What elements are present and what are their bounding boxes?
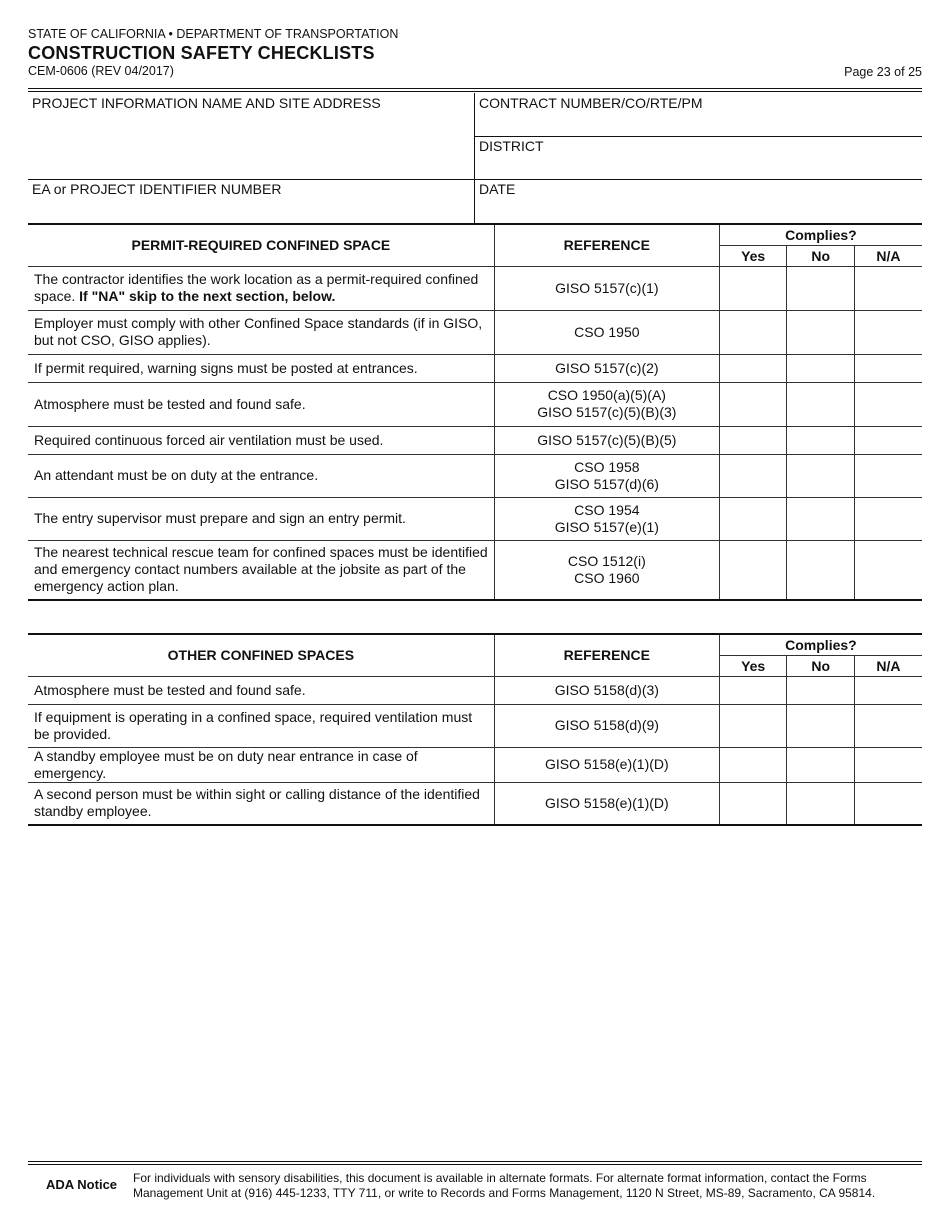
requirement-text: A second person must be within sight or calling distance of the identified standby employee. bbox=[28, 782, 494, 825]
yes-checkbox[interactable] bbox=[719, 704, 787, 747]
yes-checkbox[interactable] bbox=[719, 266, 787, 310]
ada-notice-label: ADA Notice bbox=[46, 1177, 118, 1192]
no-checkbox[interactable] bbox=[787, 310, 855, 354]
no-checkbox[interactable] bbox=[787, 497, 855, 540]
project-info-field[interactable] bbox=[28, 93, 474, 179]
no-checkbox[interactable] bbox=[787, 354, 855, 382]
na-checkbox[interactable] bbox=[854, 704, 922, 747]
table2-reference-header: REFERENCE bbox=[494, 634, 719, 676]
no-checkbox[interactable] bbox=[787, 540, 855, 600]
reference-cell: CSO 1954 GISO 5157(e)(1) bbox=[494, 497, 719, 540]
requirement-text: Atmosphere must be tested and found safe. bbox=[28, 382, 494, 426]
page-title: CONSTRUCTION SAFETY CHECKLISTS bbox=[28, 43, 375, 63]
yes-checkbox[interactable] bbox=[719, 354, 787, 382]
project-info-block bbox=[28, 93, 922, 223]
table2-no-header: No bbox=[787, 655, 855, 676]
no-checkbox[interactable] bbox=[787, 676, 855, 704]
table2-complies-header: Complies? bbox=[719, 634, 922, 655]
na-checkbox[interactable] bbox=[854, 354, 922, 382]
na-checkbox[interactable] bbox=[854, 676, 922, 704]
no-checkbox[interactable] bbox=[787, 747, 855, 782]
requirement-text: The nearest technical rescue team for confined spaces must be identified and emergency contact numbers available at the jobsite as part of the emergency action plan. bbox=[28, 540, 494, 600]
requirement-text: The contractor identifies the work location as a permit-required confined space. If "NA" skip to the next section, below. bbox=[28, 266, 494, 310]
ea-identifier-label: EA or PROJECT IDENTIFIER NUMBER bbox=[32, 181, 282, 197]
requirement-text: Required continuous forced air ventilation must be used. bbox=[28, 426, 494, 454]
reference-cell: GISO 5157(c)(5)(B)(5) bbox=[494, 426, 719, 454]
requirement-text: An attendant must be on duty at the entrance. bbox=[28, 454, 494, 497]
table-row bbox=[28, 497, 922, 540]
date-label: DATE bbox=[479, 181, 516, 197]
no-checkbox[interactable] bbox=[787, 426, 855, 454]
na-checkbox[interactable] bbox=[854, 454, 922, 497]
table-row bbox=[28, 310, 922, 354]
requirement-text: Atmosphere must be tested and found safe. bbox=[28, 676, 494, 704]
table-row bbox=[28, 454, 922, 497]
contract-number-field[interactable] bbox=[475, 93, 922, 136]
header-divider bbox=[28, 88, 922, 92]
yes-checkbox[interactable] bbox=[719, 497, 787, 540]
yes-checkbox[interactable] bbox=[719, 782, 787, 825]
na-checkbox[interactable] bbox=[854, 382, 922, 426]
yes-checkbox[interactable] bbox=[719, 676, 787, 704]
table1-no-header: No bbox=[787, 245, 855, 266]
no-checkbox[interactable] bbox=[787, 382, 855, 426]
na-checkbox[interactable] bbox=[854, 310, 922, 354]
form-header bbox=[28, 27, 922, 79]
table-row bbox=[28, 782, 922, 825]
reference-cell: CSO 1958 GISO 5157(d)(6) bbox=[494, 454, 719, 497]
footer-divider bbox=[28, 1161, 922, 1165]
yes-checkbox[interactable] bbox=[719, 747, 787, 782]
skip-instruction: If "NA" skip to the next section, below. bbox=[79, 288, 336, 304]
table-row bbox=[28, 354, 922, 382]
table2-yes-header: Yes bbox=[719, 655, 787, 676]
district-field[interactable] bbox=[475, 136, 922, 179]
reference-cell: GISO 5158(d)(3) bbox=[494, 676, 719, 704]
na-checkbox[interactable] bbox=[854, 782, 922, 825]
table-row bbox=[28, 426, 922, 454]
requirement-text: The entry supervisor must prepare and sign an entry permit. bbox=[28, 497, 494, 540]
na-checkbox[interactable] bbox=[854, 266, 922, 310]
no-checkbox[interactable] bbox=[787, 266, 855, 310]
reference-cell: GISO 5158(e)(1)(D) bbox=[494, 747, 719, 782]
no-checkbox[interactable] bbox=[787, 704, 855, 747]
page-number: Page 23 of 25 bbox=[844, 65, 922, 79]
reference-cell: GISO 5158(d)(9) bbox=[494, 704, 719, 747]
district-label: DISTRICT bbox=[479, 138, 544, 154]
no-checkbox[interactable] bbox=[787, 454, 855, 497]
ea-identifier-field[interactable] bbox=[28, 179, 474, 223]
reference-cell: GISO 5158(e)(1)(D) bbox=[494, 782, 719, 825]
table-row bbox=[28, 266, 922, 310]
yes-checkbox[interactable] bbox=[719, 382, 787, 426]
form-number: CEM-0606 (REV 04/2017) bbox=[28, 64, 174, 78]
table-row bbox=[28, 704, 922, 747]
table1-heading: PERMIT-REQUIRED CONFINED SPACE bbox=[28, 224, 494, 266]
no-checkbox[interactable] bbox=[787, 782, 855, 825]
table-row bbox=[28, 747, 922, 782]
ada-notice-text: For individuals with sensory disabilities, this document is available in alternate formats. For alternate format information, contact the Forms Management Unit at (916) 445-1233, TTY 711, or write to Records and Forms Management, 1120 N Street, MS-89, Sacramento, CA 95814. bbox=[133, 1171, 876, 1200]
yes-checkbox[interactable] bbox=[719, 426, 787, 454]
yes-checkbox[interactable] bbox=[719, 540, 787, 600]
requirement-text: If permit required, warning signs must be posted at entrances. bbox=[28, 354, 494, 382]
yes-checkbox[interactable] bbox=[719, 454, 787, 497]
table2-heading: OTHER CONFINED SPACES bbox=[28, 634, 494, 676]
requirement-text: If equipment is operating in a confined space, required ventilation must be provided. bbox=[28, 704, 494, 747]
table1-complies-header: Complies? bbox=[719, 224, 922, 245]
reference-cell: GISO 5157(c)(2) bbox=[494, 354, 719, 382]
table1-reference-header: REFERENCE bbox=[494, 224, 719, 266]
na-checkbox[interactable] bbox=[854, 426, 922, 454]
table1-na-header: N/A bbox=[854, 245, 922, 266]
na-checkbox[interactable] bbox=[854, 540, 922, 600]
agency-name: STATE OF CALIFORNIA • DEPARTMENT OF TRANSPORTATION bbox=[28, 27, 399, 41]
requirement-text: A standby employee must be on duty near entrance in case of emergency. bbox=[28, 747, 494, 782]
yes-checkbox[interactable] bbox=[719, 310, 787, 354]
reference-cell: CSO 1950 bbox=[494, 310, 719, 354]
table-row bbox=[28, 382, 922, 426]
reference-cell: CSO 1512(i) CSO 1960 bbox=[494, 540, 719, 600]
date-field[interactable] bbox=[475, 179, 922, 223]
reference-cell: CSO 1950(a)(5)(A) GISO 5157(c)(5)(B)(3) bbox=[494, 382, 719, 426]
table1-yes-header: Yes bbox=[719, 245, 787, 266]
na-checkbox[interactable] bbox=[854, 497, 922, 540]
permit-required-table bbox=[28, 223, 922, 601]
na-checkbox[interactable] bbox=[854, 747, 922, 782]
requirement-text: Employer must comply with other Confined Space standards (if in GISO, but not CSO, GISO applies). bbox=[28, 310, 494, 354]
project-info-label: PROJECT INFORMATION NAME AND SITE ADDRESS bbox=[32, 95, 381, 111]
other-confined-spaces-table bbox=[28, 633, 922, 826]
reference-cell: GISO 5157(c)(1) bbox=[494, 266, 719, 310]
table2-na-header: N/A bbox=[854, 655, 922, 676]
contract-number-label: CONTRACT NUMBER/CO/RTE/PM bbox=[479, 95, 703, 111]
table-row bbox=[28, 676, 922, 704]
table-row bbox=[28, 540, 922, 600]
